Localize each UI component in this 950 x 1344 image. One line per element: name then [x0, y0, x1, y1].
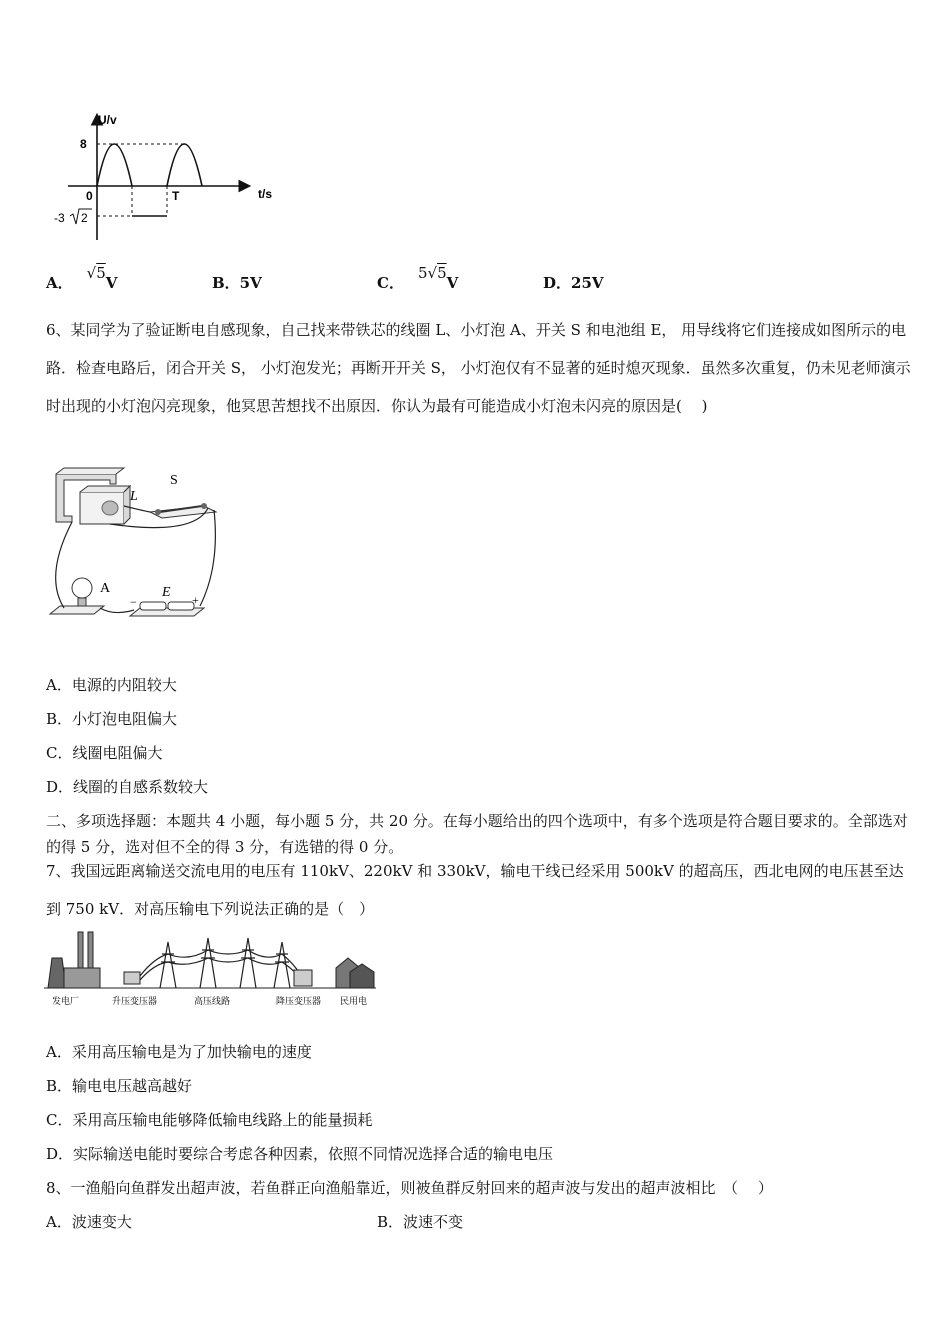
q6-option-c[interactable]: C．线圈电阻偏大 — [46, 744, 163, 762]
sqrt-symbol: √ — [427, 264, 438, 282]
wire — [200, 510, 215, 606]
positive-half-wave-2 — [167, 144, 202, 186]
label-high-voltage-line: 高压线路 — [194, 996, 231, 1006]
period-label: T — [172, 189, 180, 203]
q7-option-c[interactable]: C．采用高压输电能够降低输电线路上的能量损耗 — [46, 1111, 373, 1129]
q7-stem: 7、我国远距离输送交流电用的电压有 110kV、220kV 和 330kV，输电干线已经采用 500kV 的超高压，西北电网的电压甚至达到 750 kV．对高压输电下列说法正确的是（ ） — [46, 862, 904, 918]
voltage-time-graph — [50, 108, 290, 248]
section-two-heading: 二、多项选择题：本题共 4 小题，每小题 5 分，共 20 分。在每小题给出的四个选项中，有多个选项是符合题目要求的。全部选对的得 5 分，选对但不全的得 3 分，有选错的得 0 分。 — [46, 812, 908, 856]
origin-label: 0 — [86, 189, 93, 203]
q8-option-a[interactable]: A．波速变大 — [46, 1213, 132, 1231]
q6-stem: 6、某同学为了验证断电自感现象，自己找来带铁芯的线圈 L、小灯泡 A、开关 S 和电池组 E， 用导线将它们连接成如图所示的电路．检查电路后，闭合开关 S， 小灯泡发光；再断开开关 S， 小灯泡仅有不显著的延时熄灭现象．虽然多次重复，仍未见老师演示时出现的小灯泡闪亮现象，他冥思苦想找不出原因．你认为最有可能造成小灯泡未闪亮的原因是( ) — [46, 321, 911, 415]
lamp-label: A — [100, 581, 111, 596]
q8-option-b[interactable]: B．波速不变 — [377, 1213, 464, 1231]
y-min-radicand: 2 — [81, 211, 88, 225]
label-power-plant: 发电厂 — [52, 996, 80, 1006]
residential-buildings — [336, 958, 374, 988]
step-down-transformer — [294, 970, 312, 986]
x-axis-label: t/s — [258, 187, 273, 201]
circuit-figure — [44, 466, 229, 636]
y-max-label: 8 — [80, 137, 87, 151]
q8-stem: 8、一渔船向鱼群发出超声波，若鱼群正向渔船靠近，则被鱼群反射回来的超声波与发出的超声波相比 （ ） — [46, 1179, 773, 1197]
battery-plus: + — [192, 593, 199, 607]
step-up-transformer — [124, 972, 140, 984]
y-min-coef: -3 — [54, 211, 65, 225]
coil-with-iron-core — [56, 468, 130, 524]
q6-option-d[interactable]: D．线圈的自感系数较大 — [46, 778, 209, 796]
label-step-down: 降压变压器 — [276, 996, 322, 1006]
label-step-up: 升压变压器 — [112, 996, 158, 1006]
power-plant — [48, 932, 100, 988]
switch-label: S — [170, 473, 178, 488]
q5-option-a[interactable]: A．√5V — [46, 264, 118, 292]
transmission-towers — [140, 938, 300, 988]
wire — [56, 522, 72, 608]
label-residential: 民用电 — [340, 996, 368, 1006]
positive-half-wave-1 — [97, 144, 132, 186]
power-transmission-figure — [44, 928, 376, 1012]
q5-option-b[interactable]: B．5V — [212, 274, 262, 292]
battery-label: E — [162, 585, 171, 600]
q7-option-a[interactable]: A．采用高压输电是为了加快输电的速度 — [46, 1043, 312, 1061]
q7-option-d[interactable]: D．实际输送电能时要综合考虑各种因素，依照不同情况选择合适的输电电压 — [46, 1145, 554, 1163]
y-axis-label: U/v — [98, 113, 117, 127]
sqrt-symbol: √ — [86, 264, 97, 282]
q5-option-d[interactable]: D．25V — [543, 274, 604, 292]
q7-option-b[interactable]: B．输电电压越高越好 — [46, 1077, 193, 1095]
battery-minus: − — [130, 595, 137, 609]
wire — [100, 608, 134, 613]
coil-label: L — [130, 489, 138, 504]
q5-option-c[interactable]: C．5√5V — [377, 264, 459, 292]
q6-option-b[interactable]: B．小灯泡电阻偏大 — [46, 710, 178, 728]
q6-option-a[interactable]: A．电源的内阻较大 — [46, 676, 177, 694]
